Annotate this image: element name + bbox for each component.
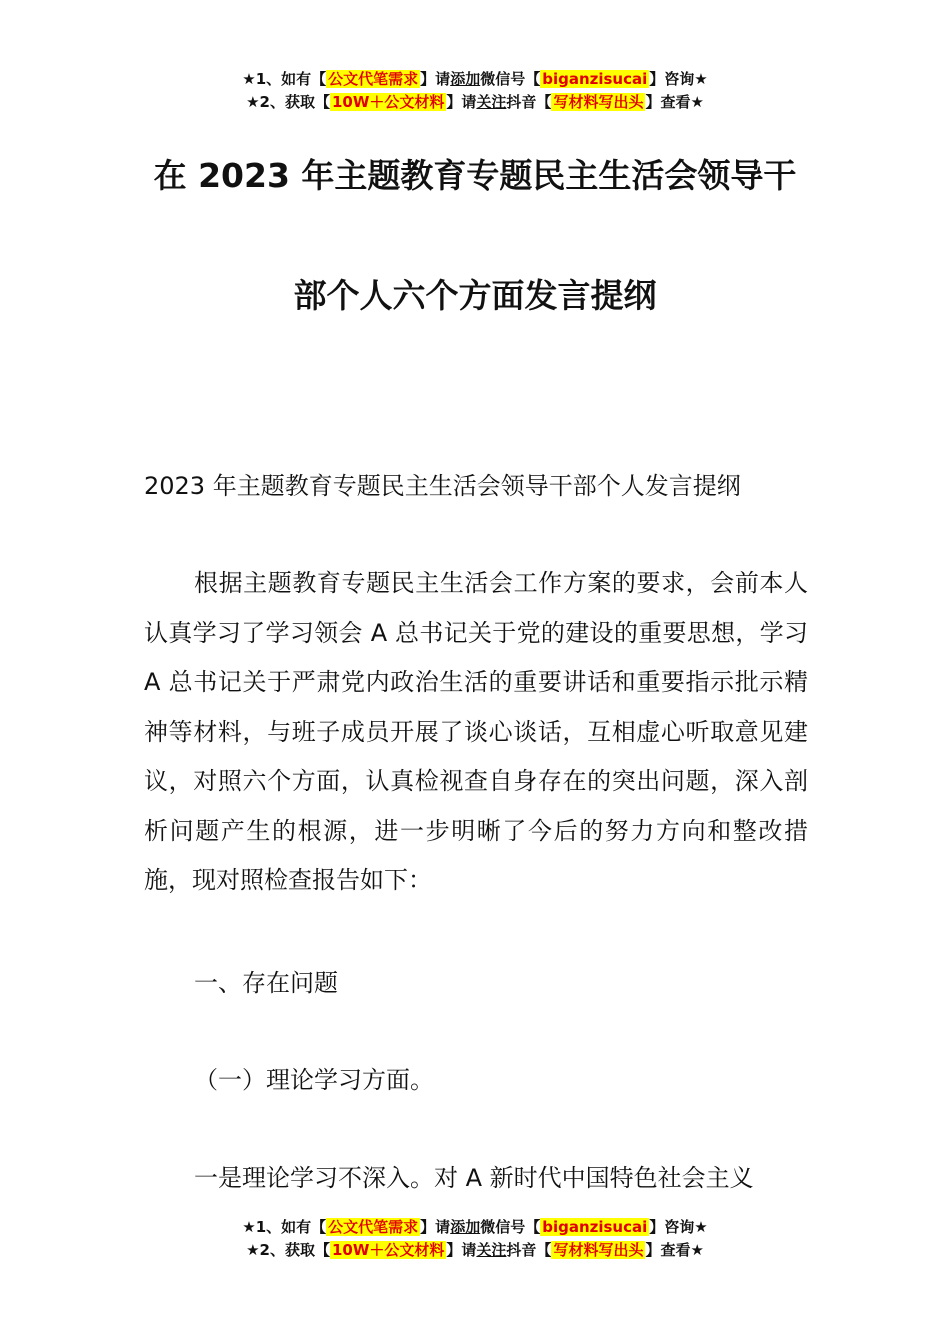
banner-text: ★1、如有【	[242, 1218, 327, 1236]
banner-text: 】请	[446, 1241, 477, 1259]
banner-underlined: 关注	[476, 1241, 507, 1259]
banner-text: 】请	[420, 1218, 451, 1236]
body-paragraph: 一是理论学习不深入。对 A 新时代中国特色社会主义	[194, 1164, 754, 1192]
banner-line-2	[0, 1239, 950, 1262]
highlight-service: 公文代笔需求	[328, 70, 419, 88]
highlight-materials: 10W＋公文材料	[331, 93, 445, 111]
banner-text: 】咨询★	[649, 1218, 708, 1236]
banner-line-1	[0, 68, 950, 91]
banner-text: 抖音【	[506, 1241, 552, 1259]
banner-text: 抖音【	[506, 93, 552, 111]
banner-underlined: 添加	[450, 70, 481, 88]
banner-text: 】请	[446, 93, 477, 111]
highlight-service: 公文代笔需求	[328, 1218, 419, 1236]
banner-line-1	[0, 1216, 950, 1239]
subsection-heading: （一）理论学习方面。	[194, 1066, 434, 1094]
banner-text: 】查看★	[645, 93, 704, 111]
header-banner	[0, 68, 950, 114]
highlight-douyin: 写材料写出头	[553, 1241, 644, 1259]
footer-banner	[0, 1216, 950, 1262]
highlight-douyin: 写材料写出头	[553, 93, 644, 111]
banner-underlined: 关注	[476, 93, 507, 111]
highlight-wechat-id: biganzisucai	[542, 70, 648, 88]
banner-text: 】请	[420, 70, 451, 88]
section-heading: 一、存在问题	[194, 969, 338, 997]
banner-text: 】咨询★	[649, 70, 708, 88]
highlight-wechat-id: biganzisucai	[542, 1218, 648, 1236]
intro-paragraph: 根据主题教育专题民主生活会工作方案的要求，会前本人认真学习了学习领会 A 总书记关于党的建设的重要思想，学习 A 总书记关于严肃党内政治生活的重要讲话和重要指示批示精神等材料，与班子成员开展了谈心谈话，互相虚心听取意见建议，对照六个方面，认真检视查自身存在的突出问题，深入剖析问题产生的根源，进一步明晰了今后的努力方向和整改措施，现对照检查报告如下：	[144, 569, 808, 894]
banner-text: 微信号【	[480, 1218, 541, 1236]
banner-underlined: 添加	[450, 1218, 481, 1236]
banner-text: 微信号【	[480, 70, 541, 88]
document-title-line-2: 部个人六个方面发言提纲	[293, 276, 657, 315]
highlight-materials: 10W＋公文材料	[331, 1241, 445, 1259]
document-subtitle: 2023 年主题教育专题民主生活会领导干部个人发言提纲	[144, 472, 741, 500]
banner-text: ★2、获取【	[246, 1241, 330, 1259]
banner-text: ★1、如有【	[242, 70, 327, 88]
banner-text: 】查看★	[645, 1241, 704, 1259]
banner-text: ★2、获取【	[246, 93, 330, 111]
document-title-line-1: 在 2023 年主题教育专题民主生活会领导干	[153, 156, 797, 195]
banner-line-2	[0, 91, 950, 114]
